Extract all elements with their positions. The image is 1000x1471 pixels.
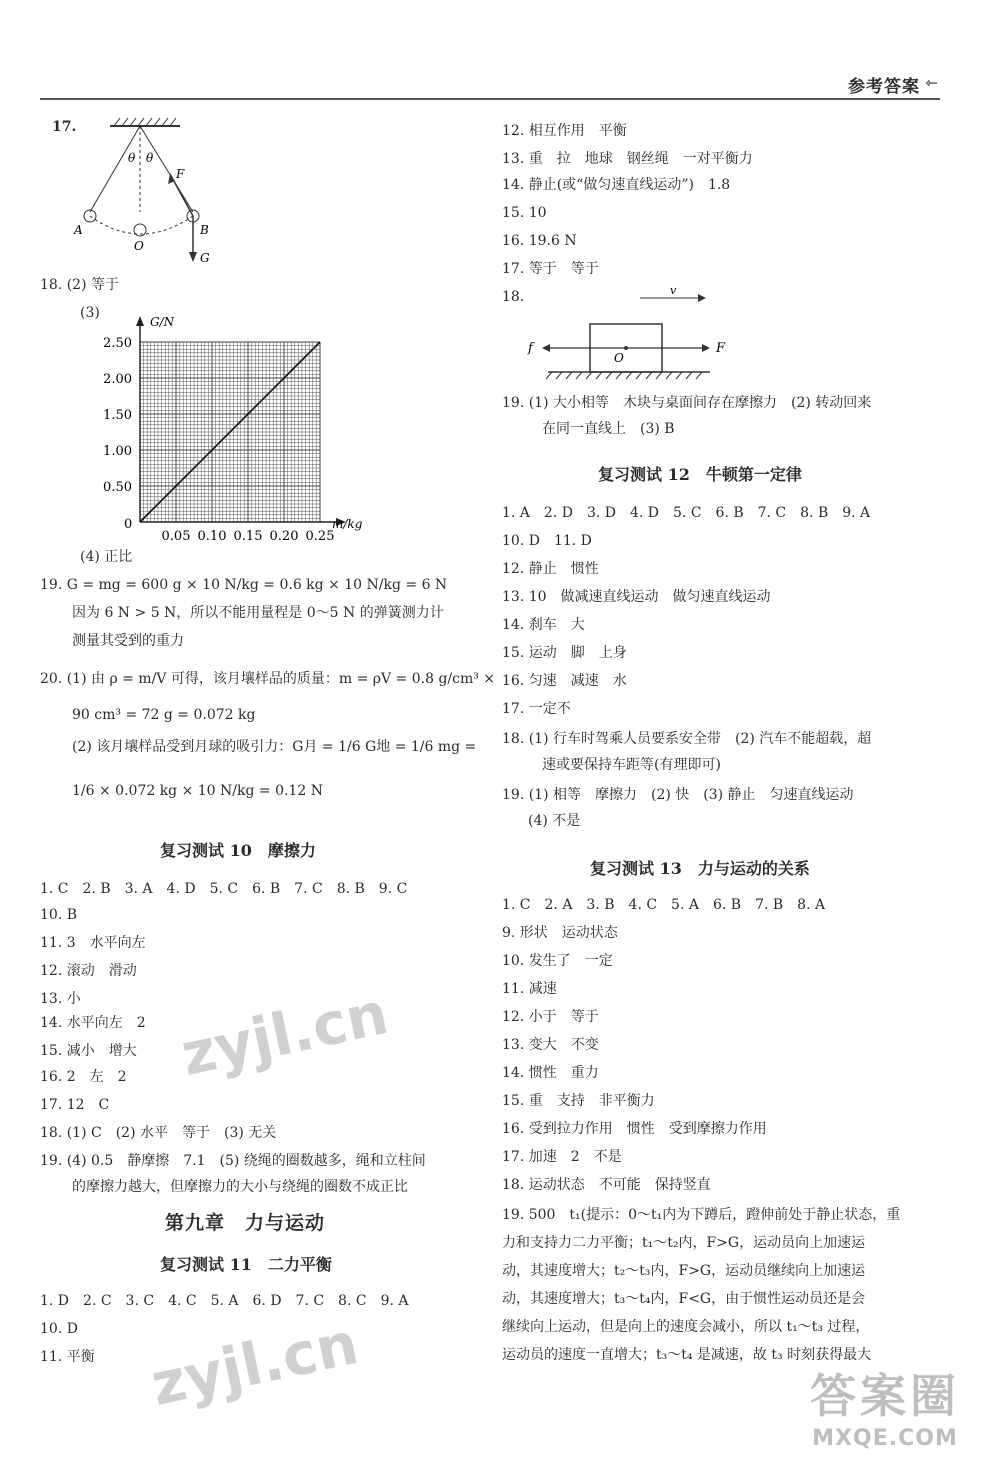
y-tick-label: 1.50 [103,408,132,423]
g-m-chart [90,300,390,545]
list-item: 运动员的速度一直增大；t₃～t₄ 是减速，故 t₃ 时刻获得最大 [502,1347,872,1363]
point-a-label: A [74,223,83,237]
list-item: 10. D [40,1321,78,1337]
velocity-v-label: v [670,284,677,297]
list-item: 11. 平衡 [40,1349,95,1365]
pendulum-figure [70,112,250,272]
q19-line2: 在同一直线上 (3) B [542,421,675,437]
list-item: 17. 12 C [40,1097,110,1113]
list-item: 10. B [40,907,78,923]
q20-line3: (2) 该月壤样品受到月球的吸引力：G月 = 1/6 G地 = 1/6 mg = [72,739,477,755]
block-force-figure [520,284,740,384]
list-item: 速或要保持车距等(有理即可) [542,757,721,773]
q19-line1: 19. (1) 大小相等 木块与桌面间存在摩擦力 (2) 转动回来 [502,395,872,411]
list-item: 15. 重 支持 非平衡力 [502,1093,655,1109]
x-tick-label: 0.10 [197,529,227,544]
list-item: 1. A 2. D 3. D 4. D 5. C 6. B 7. C 8. B 9. A [502,505,871,521]
list-item: 16. 19.6 N [502,233,577,249]
logo-url: MXQE.COM [812,1426,958,1451]
force-f-label: F [176,167,185,181]
list-item: 15. 10 [502,205,547,221]
section-11-title: 复习测试 11 二力平衡 [160,1255,332,1274]
list-item: 19. (4) 0.5 静摩擦 7.1 (5) 绕绳的圈数越多，绳和立柱间 [40,1153,426,1169]
list-item: 18. (1) C (2) 水平 等于 (3) 无关 [40,1125,277,1141]
y-axis-label: G/N [150,315,175,329]
list-item: 10. D 11. D [502,533,592,549]
list-item: 11. 减速 [502,981,557,997]
list-item: 12. 滚动 滑动 [40,963,137,979]
list-item: (4) 不是 [528,813,581,829]
list-item: 13. 小 [40,991,81,1007]
list-item: 12. 相互作用 平衡 [502,123,627,139]
list-item: 1. D 2. C 3. C 4. C 5. A 6. D 7. C 8. C 9. A [40,1293,409,1309]
list-item: 18. [502,289,525,305]
list-item: 14. 静止(或“做匀速直线运动”) 1.8 [502,177,731,193]
q18-3-label: (3) [80,305,100,321]
y-tick-label: 1.00 [103,444,132,459]
section-12-title: 复习测试 12 牛顿第一定律 [598,465,802,484]
section-13-title: 复习测试 13 力与运动的关系 [590,859,810,878]
list-item: 动，其速度增大；t₃～t₄内，F<G，由于惯性运动员还是会 [502,1291,866,1307]
list-item: 继续向上运动，但是向上的速度会减小，所以 t₁～t₃ 过程， [502,1319,870,1335]
gravity-g-label: G [200,251,210,265]
list-item: 14. 刹车 大 [502,617,585,633]
x-axis-label: m/kg [332,517,363,531]
list-item: 19. (1) 相等 摩擦力 (2) 快 (3) 静止 匀速直线运动 [502,787,854,803]
q19-line2: 因为 6 N > 5 N，所以不能用量程是 0～5 N 的弹簧测力计 [72,605,444,621]
list-item: 17. 等于 等于 [502,261,599,277]
list-item: 15. 运动 脚 上身 [502,645,627,661]
q20-line2: 90 cm³ = 72 g = 0.072 kg [72,707,256,723]
y-tick-label: 0.50 [103,480,132,495]
list-item: 15. 减小 增大 [40,1043,137,1059]
x-tick-label: 0.15 [233,529,263,544]
watermark-zyjl-2: zyjl.cn [145,1309,364,1419]
list-item: 13. 重 拉 地球 钢丝绳 一对平衡力 [502,151,753,167]
list-item: 17. 加速 2 不是 [502,1149,622,1165]
list-item: 力和支持力二力平衡；t₁～t₂内，F>G，运动员向上加速运 [502,1235,866,1251]
force-f-label: F [716,341,726,356]
header-arrow-icon: ⇽ [925,74,938,92]
list-item: 13. 10 做减速直线运动 做匀速直线运动 [502,589,771,605]
x-tick-label: 0.20 [269,529,299,544]
mxqe-logo [810,1360,960,1451]
q19-line1: 19. G = mg = 600 g × 10 N/kg = 0.6 kg × 10 N/kg = 6 N [40,577,448,593]
y-axis-arrow [136,316,144,326]
q20-line1: 20. (1) 由 ρ = m/V 可得，该月壤样品的质量：m = ρV = 0.8 g/cm³ × [40,671,496,687]
list-item: 16. 2 左 2 [40,1069,127,1085]
header-title: 参考答案 [848,77,920,97]
list-item: 17. 一定不 [502,701,571,717]
list-item: 9. 形状 运动状态 [502,925,618,941]
q19-line3: 测量其受到的重力 [72,633,184,649]
origin-label: 0 [124,517,133,532]
q20-line4: 1/6 × 0.072 kg × 10 N/kg = 0.12 N [72,783,323,799]
list-item: 16. 匀速 减速 水 [502,673,627,689]
chapter-9-title: 第九章 力与运动 [165,1212,326,1234]
center-o-label: O [614,351,624,365]
theta-label-2: θ [146,151,154,165]
watermark-zyjl-1: zyjl.cn [175,979,394,1089]
list-item: 16. 受到拉力作用 惯性 受到摩擦力作用 [502,1121,767,1137]
q18-answer: 18. (2) 等于 [40,277,119,293]
list-item: 动，其速度增大；t₂～t₃内，F>G，运动员继续向上加速运 [502,1263,866,1279]
x-tick-label: 0.25 [305,529,335,544]
list-item: 的摩擦力越大，但摩擦力的大小与绕绳的圈数不成正比 [72,1179,408,1195]
q18-4-answer: (4) 正比 [80,549,133,565]
list-item: 1. C 2. B 3. A 4. D 5. C 6. B 7. C 8. B 9. C [40,881,408,897]
list-item: 18. (1) 行车时驾乘人员要系安全带 (2) 汽车不能超载，超 [502,731,872,747]
list-item: 19. 500 t₁(提示：0～t₁内为下蹲后，蹬伸前处于静止状态，重 [502,1207,901,1223]
list-item: 13. 变大 不变 [502,1037,599,1053]
x-tick-label: 0.05 [161,529,191,544]
q17-label: 17. [52,119,77,135]
logo-text: 答案圈 [810,1369,960,1423]
list-item: 12. 静止 惯性 [502,561,599,577]
list-item: 10. 发生了 一定 [502,953,613,969]
point-b-label: B [200,223,209,237]
list-item: 1. C 2. A 3. B 4. C 5. A 6. B 7. B 8. A [502,897,826,913]
friction-f-label: f [528,341,533,356]
list-item: 18. 运动状态 不可能 保持竖直 [502,1177,711,1193]
point-o-label: O [134,239,144,253]
list-item: 14. 惯性 重力 [502,1065,599,1081]
header-rule [40,98,940,100]
theta-label-1: θ [128,151,136,165]
y-tick-label: 2.50 [103,336,132,351]
section-10-title: 复习测试 10 摩擦力 [160,841,316,860]
list-item: 14. 水平向左 2 [40,1015,146,1031]
list-item: 12. 小于 等于 [502,1009,599,1025]
list-item: 11. 3 水平向左 [40,935,146,951]
y-tick-label: 2.00 [103,372,132,387]
